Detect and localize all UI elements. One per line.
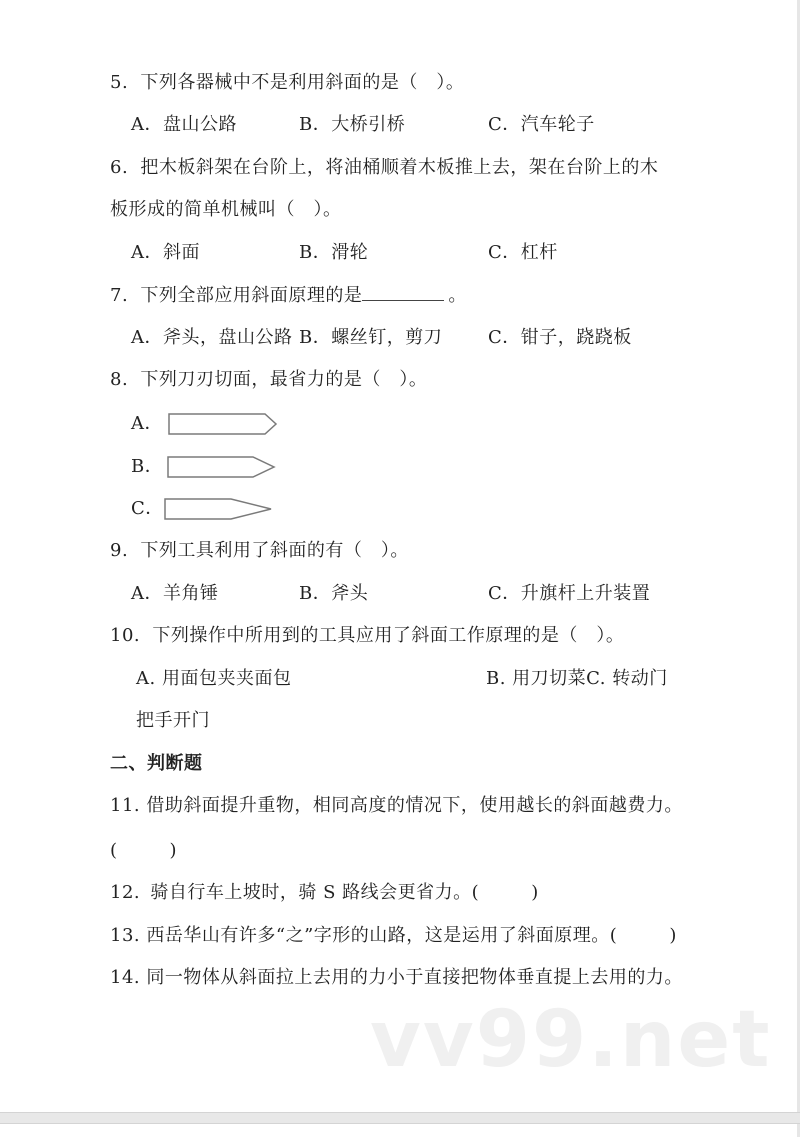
question-10 (110, 623, 624, 649)
answer-blank[interactable] (362, 282, 444, 301)
option-a: A．斧头，盘山公路 (131, 327, 293, 348)
option-c: C．杠杆 (488, 242, 558, 263)
question-text: 下列全部应用斜面原理的是 (140, 285, 363, 306)
option-c: C． (131, 498, 164, 519)
question-number: 7. (110, 285, 129, 306)
question-number: 11. (110, 795, 141, 816)
watermark: vv99.net (370, 995, 772, 1085)
question-end: 。 (448, 285, 467, 306)
option-a: A. 用面包夹夹面包 (136, 668, 292, 689)
question-8 (110, 367, 427, 393)
option-b: B．斧头 (299, 583, 369, 604)
judgment-11 (110, 793, 683, 819)
option-b-c: B. 用刀切菜C. 转动门 (486, 668, 668, 689)
judgment-12 (110, 880, 539, 906)
question-text: 下列各器械中不是利用斜面的是（ ）。 (140, 72, 465, 93)
question-number: 12. (110, 882, 141, 903)
question-7 (110, 282, 467, 308)
option-c: C．升旗杆上升装置 (488, 583, 651, 604)
question-number: 10. (110, 625, 141, 646)
question-6 (110, 155, 658, 181)
option-a: A．羊角锤 (131, 583, 219, 604)
question-number: 8. (110, 369, 129, 390)
option-b: B．滑轮 (299, 242, 369, 263)
question-6-continued: 板形成的简单机械叫（ ）。 (110, 199, 342, 220)
question-text: 下列操作中所用到的工具应用了斜面工作原理的是（ ）。 (152, 625, 625, 646)
option-a: A．盘山公路 (131, 114, 237, 135)
question-text: 借助斜面提升重物，相同高度的情况下，使用越长的斜面越费力。 (146, 795, 683, 816)
answer-box-11[interactable]: ( ) (110, 840, 178, 861)
question-number: 14. (110, 967, 141, 988)
option-b: B．螺丝钉，剪刀 (299, 327, 443, 348)
judgment-14 (110, 965, 683, 991)
option-b: B．大桥引桥 (299, 114, 406, 135)
blade-sharp-icon (162, 496, 276, 522)
section-heading: 二、判断题 (110, 753, 203, 774)
answer-box-13[interactable]: ( ) (609, 925, 677, 946)
question-number: 9. (110, 540, 129, 561)
option-c-continued: 把手开门 (136, 710, 210, 731)
blade-medium-icon (165, 454, 279, 480)
question-number: 5. (110, 72, 129, 93)
question-5 (110, 70, 464, 96)
judgment-13 (110, 923, 677, 949)
question-number: 6. (110, 157, 129, 178)
question-text: 下列工具利用了斜面的有（ ）。 (140, 540, 409, 561)
question-number: 13. (110, 925, 141, 946)
question-text: 西岳华山有许多“之”字形的山路，这是运用了斜面原理。 (146, 925, 610, 946)
option-c: C．汽车轮子 (488, 114, 595, 135)
question-text: 骑自行车上坡时，骑 S 路线会更省力。 (150, 882, 472, 903)
answer-box-12[interactable]: ( ) (471, 882, 539, 903)
option-b: B． (131, 456, 164, 477)
question-9 (110, 538, 409, 564)
page-separator (0, 1112, 800, 1124)
question-text: 下列刀刃切面，最省力的是（ ）。 (140, 369, 428, 390)
question-text: 把木板斜架在台阶上，将油桶顺着木板推上去，架在台阶上的木 (140, 157, 659, 178)
option-a: A．斜面 (131, 242, 200, 263)
option-a: A． (131, 413, 163, 434)
option-c: C．钳子，跷跷板 (488, 327, 632, 348)
blade-blunt-icon (166, 411, 280, 437)
question-text: 同一物体从斜面拉上去用的力小于直接把物体垂直提上去用的力。 (146, 967, 683, 988)
